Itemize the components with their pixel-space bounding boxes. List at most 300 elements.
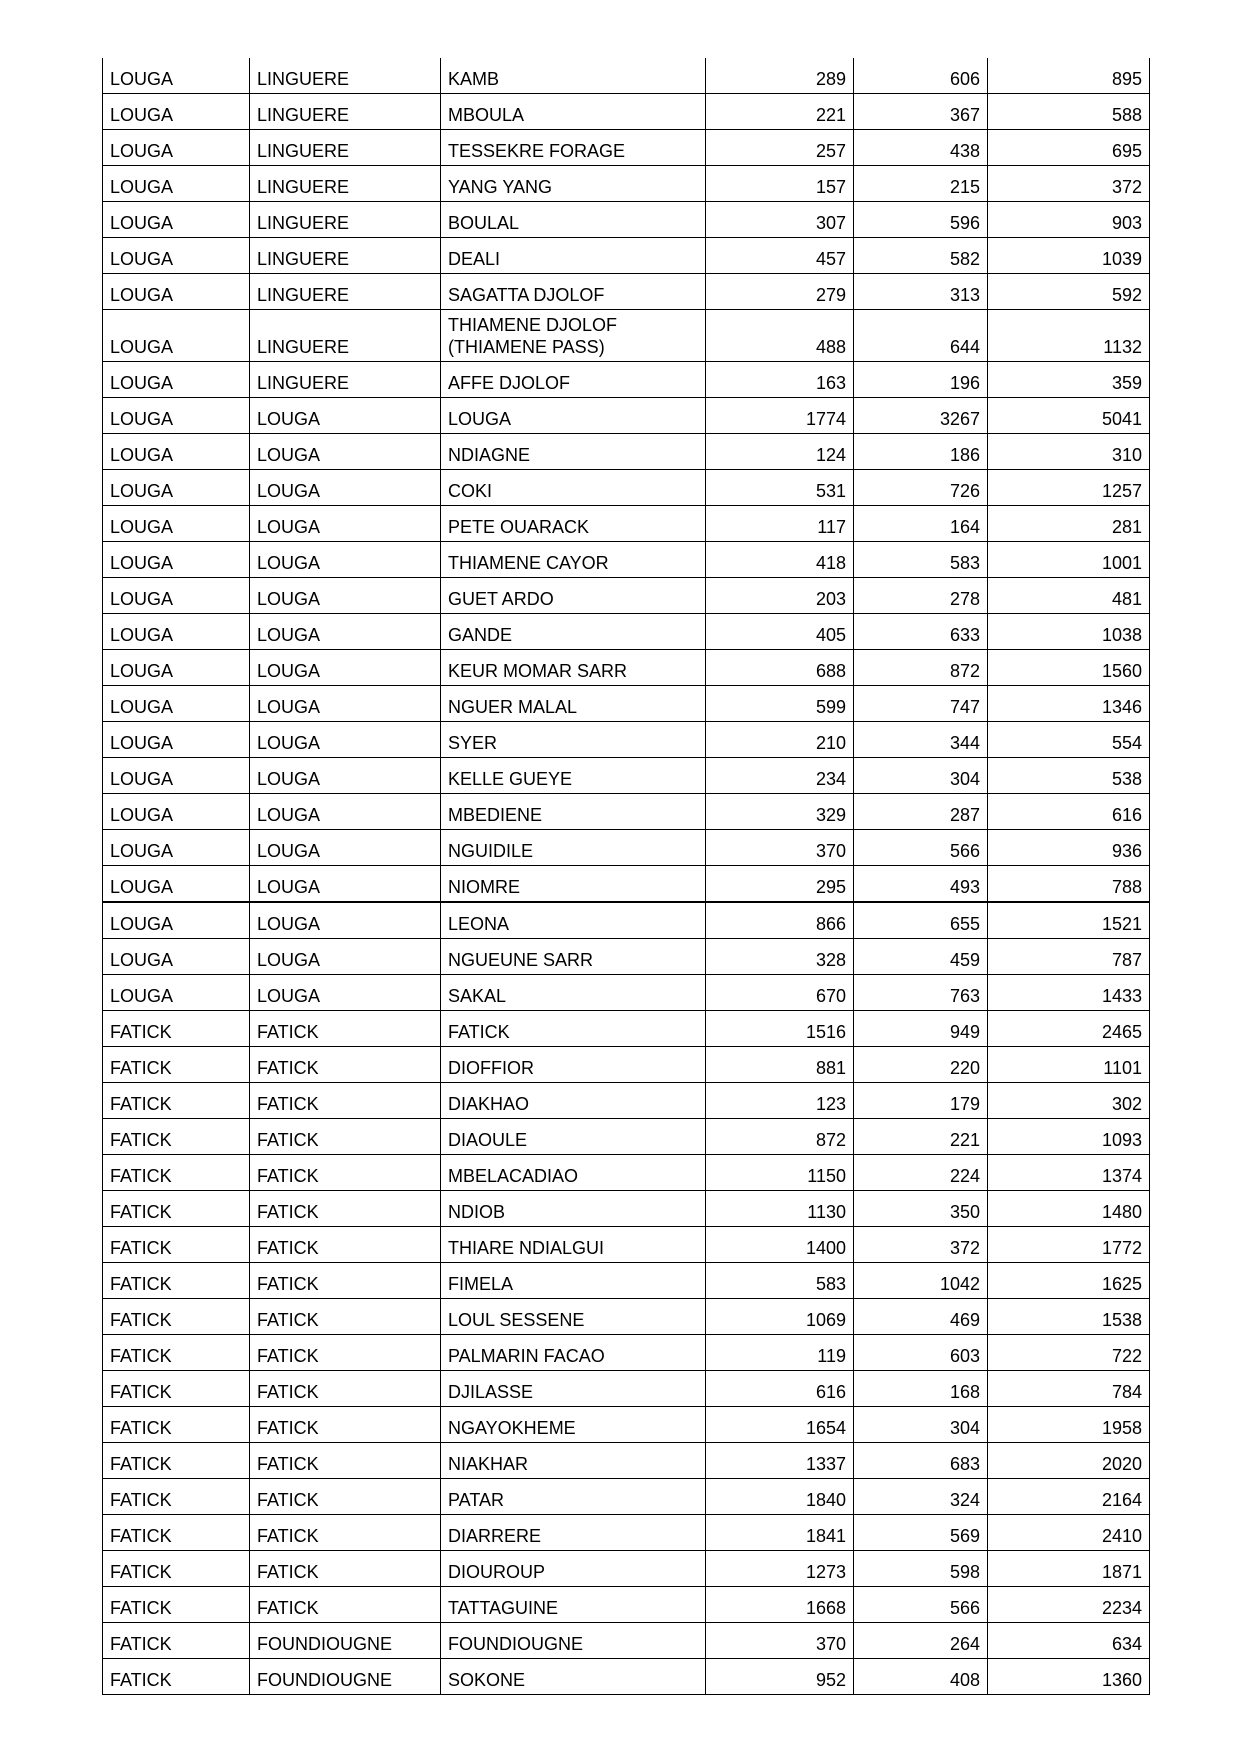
commune-cell: GANDE xyxy=(441,614,706,650)
region-cell: FATICK xyxy=(103,1119,250,1155)
value-a-cell: 952 xyxy=(706,1659,854,1695)
table-row xyxy=(103,362,1150,398)
department-cell: LINGUERE xyxy=(250,310,441,362)
commune-cell: DJILASSE xyxy=(441,1371,706,1407)
total-cell: 1772 xyxy=(988,1227,1150,1263)
total-cell: 1433 xyxy=(988,975,1150,1011)
value-a-cell: 1668 xyxy=(706,1587,854,1623)
value-a-cell: 279 xyxy=(706,274,854,310)
total-cell: 2234 xyxy=(988,1587,1150,1623)
region-cell: FATICK xyxy=(103,1515,250,1551)
commune-cell: LOUL SESSENE xyxy=(441,1299,706,1335)
department-cell: FOUNDIOUGNE xyxy=(250,1623,441,1659)
table-row xyxy=(103,310,1150,362)
value-b-cell: 215 xyxy=(854,166,988,202)
table-row xyxy=(103,902,1150,939)
value-b-cell: 644 xyxy=(854,310,988,362)
department-cell: LOUGA xyxy=(250,722,441,758)
table-row xyxy=(103,1119,1150,1155)
commune-cell: TATTAGUINE xyxy=(441,1587,706,1623)
commune-cell: SYER xyxy=(441,722,706,758)
table-row xyxy=(103,202,1150,238)
value-a-cell: 866 xyxy=(706,902,854,939)
value-b-cell: 566 xyxy=(854,1587,988,1623)
value-a-cell: 221 xyxy=(706,94,854,130)
value-b-cell: 747 xyxy=(854,686,988,722)
value-a-cell: 457 xyxy=(706,238,854,274)
region-cell: FATICK xyxy=(103,1335,250,1371)
department-cell: LOUGA xyxy=(250,434,441,470)
commune-cell: THIAMENE CAYOR xyxy=(441,542,706,578)
commune-cell: DIARRERE xyxy=(441,1515,706,1551)
department-cell: LINGUERE xyxy=(250,362,441,398)
department-cell: LOUGA xyxy=(250,794,441,830)
value-b-cell: 168 xyxy=(854,1371,988,1407)
commune-cell: THIARE NDIALGUI xyxy=(441,1227,706,1263)
table-row xyxy=(103,1407,1150,1443)
value-b-cell: 278 xyxy=(854,578,988,614)
total-cell: 310 xyxy=(988,434,1150,470)
department-cell: LOUGA xyxy=(250,398,441,434)
value-a-cell: 1516 xyxy=(706,1011,854,1047)
region-cell: LOUGA xyxy=(103,866,250,903)
region-cell: LOUGA xyxy=(103,830,250,866)
total-cell: 1538 xyxy=(988,1299,1150,1335)
commune-cell: FATICK xyxy=(441,1011,706,1047)
region-cell: FATICK xyxy=(103,1047,250,1083)
value-b-cell: 633 xyxy=(854,614,988,650)
value-a-cell: 328 xyxy=(706,939,854,975)
commune-cell: DIOUROUP xyxy=(441,1551,706,1587)
total-cell: 1374 xyxy=(988,1155,1150,1191)
value-a-cell: 157 xyxy=(706,166,854,202)
total-cell: 1480 xyxy=(988,1191,1150,1227)
table-row xyxy=(103,130,1150,166)
table-row xyxy=(103,1659,1150,1695)
value-a-cell: 881 xyxy=(706,1047,854,1083)
table-row xyxy=(103,650,1150,686)
region-cell: FATICK xyxy=(103,1155,250,1191)
value-a-cell: 616 xyxy=(706,1371,854,1407)
value-b-cell: 596 xyxy=(854,202,988,238)
total-cell: 788 xyxy=(988,866,1150,903)
total-cell: 1521 xyxy=(988,902,1150,939)
commune-cell: MBOULA xyxy=(441,94,706,130)
total-cell: 1093 xyxy=(988,1119,1150,1155)
value-b-cell: 287 xyxy=(854,794,988,830)
commune-cell: SOKONE xyxy=(441,1659,706,1695)
value-b-cell: 350 xyxy=(854,1191,988,1227)
commune-cell: NIAKHAR xyxy=(441,1443,706,1479)
department-cell: FATICK xyxy=(250,1515,441,1551)
department-cell: LOUGA xyxy=(250,758,441,794)
value-a-cell: 329 xyxy=(706,794,854,830)
value-b-cell: 569 xyxy=(854,1515,988,1551)
region-cell: FATICK xyxy=(103,1299,250,1335)
table-row xyxy=(103,1155,1150,1191)
value-b-cell: 598 xyxy=(854,1551,988,1587)
region-cell: FATICK xyxy=(103,1191,250,1227)
total-cell: 1346 xyxy=(988,686,1150,722)
table-row xyxy=(103,1479,1150,1515)
total-cell: 784 xyxy=(988,1371,1150,1407)
region-cell: LOUGA xyxy=(103,202,250,238)
value-b-cell: 224 xyxy=(854,1155,988,1191)
commune-cell: KELLE GUEYE xyxy=(441,758,706,794)
region-cell: FATICK xyxy=(103,1659,250,1695)
commune-cell: KAMB xyxy=(441,58,706,94)
region-cell: FATICK xyxy=(103,1011,250,1047)
total-cell: 481 xyxy=(988,578,1150,614)
value-b-cell: 469 xyxy=(854,1299,988,1335)
department-cell: FATICK xyxy=(250,1227,441,1263)
region-cell: LOUGA xyxy=(103,650,250,686)
commune-cell: BOULAL xyxy=(441,202,706,238)
commune-cell: MBEDIENE xyxy=(441,794,706,830)
department-cell: LOUGA xyxy=(250,830,441,866)
table-row xyxy=(103,794,1150,830)
department-cell: LINGUERE xyxy=(250,166,441,202)
region-cell: LOUGA xyxy=(103,975,250,1011)
region-cell: FATICK xyxy=(103,1227,250,1263)
value-b-cell: 324 xyxy=(854,1479,988,1515)
department-cell: LOUGA xyxy=(250,470,441,506)
commune-cell: AFFE DJOLOF xyxy=(441,362,706,398)
value-a-cell: 1273 xyxy=(706,1551,854,1587)
value-b-cell: 344 xyxy=(854,722,988,758)
region-cell: FATICK xyxy=(103,1083,250,1119)
commune-cell: NGUIDILE xyxy=(441,830,706,866)
department-cell: FOUNDIOUGNE xyxy=(250,1659,441,1695)
table-row xyxy=(103,1587,1150,1623)
table-row xyxy=(103,1191,1150,1227)
total-cell: 895 xyxy=(988,58,1150,94)
value-b-cell: 603 xyxy=(854,1335,988,1371)
value-a-cell: 1840 xyxy=(706,1479,854,1515)
total-cell: 2020 xyxy=(988,1443,1150,1479)
department-cell: FATICK xyxy=(250,1119,441,1155)
value-b-cell: 683 xyxy=(854,1443,988,1479)
table-row xyxy=(103,274,1150,310)
table-row xyxy=(103,1083,1150,1119)
commune-cell: YANG YANG xyxy=(441,166,706,202)
total-cell: 1132 xyxy=(988,310,1150,362)
commune-cell: GUET ARDO xyxy=(441,578,706,614)
region-cell: LOUGA xyxy=(103,362,250,398)
value-b-cell: 1042 xyxy=(854,1263,988,1299)
value-a-cell: 119 xyxy=(706,1335,854,1371)
total-cell: 1958 xyxy=(988,1407,1150,1443)
table-row xyxy=(103,470,1150,506)
value-a-cell: 418 xyxy=(706,542,854,578)
department-cell: LOUGA xyxy=(250,939,441,975)
commune-cell: NIOMRE xyxy=(441,866,706,903)
value-a-cell: 405 xyxy=(706,614,854,650)
department-cell: FATICK xyxy=(250,1299,441,1335)
value-a-cell: 210 xyxy=(706,722,854,758)
table-row xyxy=(103,506,1150,542)
value-b-cell: 186 xyxy=(854,434,988,470)
commune-cell: DEALI xyxy=(441,238,706,274)
region-cell: LOUGA xyxy=(103,94,250,130)
table-row xyxy=(103,686,1150,722)
commune-cell: NDIOB xyxy=(441,1191,706,1227)
value-a-cell: 1150 xyxy=(706,1155,854,1191)
value-a-cell: 872 xyxy=(706,1119,854,1155)
commune-cell: FOUNDIOUGNE xyxy=(441,1623,706,1659)
region-cell: FATICK xyxy=(103,1371,250,1407)
value-b-cell: 582 xyxy=(854,238,988,274)
department-cell: FATICK xyxy=(250,1443,441,1479)
commune-cell: THIAMENE DJOLOF (THIAMENE PASS) xyxy=(441,310,706,362)
table-row xyxy=(103,1623,1150,1659)
table-row xyxy=(103,1443,1150,1479)
commune-cell: TESSEKRE FORAGE xyxy=(441,130,706,166)
value-b-cell: 179 xyxy=(854,1083,988,1119)
value-a-cell: 670 xyxy=(706,975,854,1011)
total-cell: 1625 xyxy=(988,1263,1150,1299)
total-cell: 372 xyxy=(988,166,1150,202)
value-b-cell: 872 xyxy=(854,650,988,686)
commune-cell: DIAKHAO xyxy=(441,1083,706,1119)
department-cell: LINGUERE xyxy=(250,130,441,166)
table-row xyxy=(103,975,1150,1011)
commune-cell: SAGATTA DJOLOF xyxy=(441,274,706,310)
table-row xyxy=(103,1227,1150,1263)
total-cell: 1039 xyxy=(988,238,1150,274)
value-a-cell: 123 xyxy=(706,1083,854,1119)
total-cell: 936 xyxy=(988,830,1150,866)
commune-cell: PETE OUARACK xyxy=(441,506,706,542)
department-cell: FATICK xyxy=(250,1551,441,1587)
total-cell: 1257 xyxy=(988,470,1150,506)
value-a-cell: 370 xyxy=(706,830,854,866)
data-table xyxy=(102,58,1150,1695)
commune-cell: KEUR MOMAR SARR xyxy=(441,650,706,686)
region-cell: LOUGA xyxy=(103,130,250,166)
region-cell: FATICK xyxy=(103,1587,250,1623)
value-b-cell: 372 xyxy=(854,1227,988,1263)
table-row xyxy=(103,94,1150,130)
department-cell: LOUGA xyxy=(250,866,441,903)
value-a-cell: 688 xyxy=(706,650,854,686)
table-row xyxy=(103,1371,1150,1407)
table-row xyxy=(103,542,1150,578)
value-b-cell: 459 xyxy=(854,939,988,975)
total-cell: 903 xyxy=(988,202,1150,238)
total-cell: 2410 xyxy=(988,1515,1150,1551)
table-row xyxy=(103,866,1150,903)
commune-cell: PATAR xyxy=(441,1479,706,1515)
table-row xyxy=(103,614,1150,650)
table-row xyxy=(103,1263,1150,1299)
value-b-cell: 726 xyxy=(854,470,988,506)
total-cell: 1038 xyxy=(988,614,1150,650)
region-cell: LOUGA xyxy=(103,506,250,542)
commune-cell: DIAOULE xyxy=(441,1119,706,1155)
total-cell: 1360 xyxy=(988,1659,1150,1695)
commune-cell: NGAYOKHEME xyxy=(441,1407,706,1443)
table-row xyxy=(103,166,1150,202)
region-cell: LOUGA xyxy=(103,794,250,830)
department-cell: FATICK xyxy=(250,1587,441,1623)
table-row xyxy=(103,1551,1150,1587)
department-cell: LINGUERE xyxy=(250,238,441,274)
total-cell: 1560 xyxy=(988,650,1150,686)
total-cell: 302 xyxy=(988,1083,1150,1119)
table-row xyxy=(103,1515,1150,1551)
value-a-cell: 599 xyxy=(706,686,854,722)
total-cell: 616 xyxy=(988,794,1150,830)
department-cell: FATICK xyxy=(250,1155,441,1191)
value-a-cell: 234 xyxy=(706,758,854,794)
value-a-cell: 295 xyxy=(706,866,854,903)
value-b-cell: 438 xyxy=(854,130,988,166)
total-cell: 2164 xyxy=(988,1479,1150,1515)
table-row xyxy=(103,939,1150,975)
table-row xyxy=(103,1011,1150,1047)
value-a-cell: 1337 xyxy=(706,1443,854,1479)
value-a-cell: 488 xyxy=(706,310,854,362)
table-row xyxy=(103,1335,1150,1371)
value-b-cell: 408 xyxy=(854,1659,988,1695)
region-cell: FATICK xyxy=(103,1443,250,1479)
value-b-cell: 566 xyxy=(854,830,988,866)
commune-cell: MBELACADIAO xyxy=(441,1155,706,1191)
value-a-cell: 370 xyxy=(706,1623,854,1659)
region-cell: LOUGA xyxy=(103,470,250,506)
region-cell: LOUGA xyxy=(103,166,250,202)
region-cell: FATICK xyxy=(103,1479,250,1515)
total-cell: 787 xyxy=(988,939,1150,975)
table-row xyxy=(103,722,1150,758)
table-row xyxy=(103,58,1150,94)
value-b-cell: 304 xyxy=(854,758,988,794)
department-cell: FATICK xyxy=(250,1371,441,1407)
value-b-cell: 606 xyxy=(854,58,988,94)
table-row xyxy=(103,1047,1150,1083)
total-cell: 2465 xyxy=(988,1011,1150,1047)
value-a-cell: 124 xyxy=(706,434,854,470)
commune-cell: COKI xyxy=(441,470,706,506)
value-b-cell: 220 xyxy=(854,1047,988,1083)
value-a-cell: 1841 xyxy=(706,1515,854,1551)
department-cell: LOUGA xyxy=(250,975,441,1011)
total-cell: 281 xyxy=(988,506,1150,542)
total-cell: 1001 xyxy=(988,542,1150,578)
total-cell: 592 xyxy=(988,274,1150,310)
department-cell: LINGUERE xyxy=(250,274,441,310)
value-b-cell: 655 xyxy=(854,902,988,939)
total-cell: 1871 xyxy=(988,1551,1150,1587)
value-b-cell: 264 xyxy=(854,1623,988,1659)
total-cell: 538 xyxy=(988,758,1150,794)
value-a-cell: 1400 xyxy=(706,1227,854,1263)
region-cell: LOUGA xyxy=(103,238,250,274)
region-cell: LOUGA xyxy=(103,542,250,578)
department-cell: LINGUERE xyxy=(250,94,441,130)
value-b-cell: 493 xyxy=(854,866,988,903)
region-cell: LOUGA xyxy=(103,434,250,470)
value-a-cell: 117 xyxy=(706,506,854,542)
total-cell: 1101 xyxy=(988,1047,1150,1083)
commune-cell: SAKAL xyxy=(441,975,706,1011)
value-b-cell: 583 xyxy=(854,542,988,578)
region-cell: LOUGA xyxy=(103,722,250,758)
region-cell: LOUGA xyxy=(103,58,250,94)
value-a-cell: 307 xyxy=(706,202,854,238)
commune-cell: PALMARIN FACAO xyxy=(441,1335,706,1371)
region-cell: FATICK xyxy=(103,1623,250,1659)
region-cell: FATICK xyxy=(103,1551,250,1587)
value-b-cell: 164 xyxy=(854,506,988,542)
region-cell: LOUGA xyxy=(103,902,250,939)
value-a-cell: 257 xyxy=(706,130,854,166)
value-a-cell: 1130 xyxy=(706,1191,854,1227)
department-cell: FATICK xyxy=(250,1083,441,1119)
commune-cell: NDIAGNE xyxy=(441,434,706,470)
department-cell: FATICK xyxy=(250,1479,441,1515)
value-b-cell: 313 xyxy=(854,274,988,310)
total-cell: 695 xyxy=(988,130,1150,166)
commune-cell: DIOFFIOR xyxy=(441,1047,706,1083)
value-a-cell: 583 xyxy=(706,1263,854,1299)
department-cell: LINGUERE xyxy=(250,58,441,94)
value-a-cell: 1069 xyxy=(706,1299,854,1335)
department-cell: FATICK xyxy=(250,1335,441,1371)
department-cell: FATICK xyxy=(250,1263,441,1299)
total-cell: 722 xyxy=(988,1335,1150,1371)
department-cell: FATICK xyxy=(250,1407,441,1443)
total-cell: 5041 xyxy=(988,398,1150,434)
region-cell: LOUGA xyxy=(103,274,250,310)
value-a-cell: 531 xyxy=(706,470,854,506)
table-row xyxy=(103,830,1150,866)
value-b-cell: 196 xyxy=(854,362,988,398)
table-row xyxy=(103,1299,1150,1335)
value-b-cell: 221 xyxy=(854,1119,988,1155)
value-b-cell: 763 xyxy=(854,975,988,1011)
commune-cell: NGUEUNE SARR xyxy=(441,939,706,975)
department-cell: LOUGA xyxy=(250,614,441,650)
region-cell: FATICK xyxy=(103,1263,250,1299)
commune-cell: FIMELA xyxy=(441,1263,706,1299)
value-a-cell: 1654 xyxy=(706,1407,854,1443)
total-cell: 588 xyxy=(988,94,1150,130)
table-row xyxy=(103,398,1150,434)
value-a-cell: 163 xyxy=(706,362,854,398)
department-cell: LOUGA xyxy=(250,578,441,614)
department-cell: LOUGA xyxy=(250,506,441,542)
department-cell: FATICK xyxy=(250,1011,441,1047)
department-cell: LINGUERE xyxy=(250,202,441,238)
region-cell: LOUGA xyxy=(103,578,250,614)
department-cell: LOUGA xyxy=(250,650,441,686)
total-cell: 359 xyxy=(988,362,1150,398)
table-row xyxy=(103,238,1150,274)
value-b-cell: 949 xyxy=(854,1011,988,1047)
value-a-cell: 289 xyxy=(706,58,854,94)
value-b-cell: 304 xyxy=(854,1407,988,1443)
region-cell: LOUGA xyxy=(103,614,250,650)
commune-cell: LOUGA xyxy=(441,398,706,434)
department-cell: FATICK xyxy=(250,1047,441,1083)
total-cell: 554 xyxy=(988,722,1150,758)
commune-cell: NGUER MALAL xyxy=(441,686,706,722)
value-a-cell: 1774 xyxy=(706,398,854,434)
table-row xyxy=(103,434,1150,470)
region-cell: FATICK xyxy=(103,1407,250,1443)
